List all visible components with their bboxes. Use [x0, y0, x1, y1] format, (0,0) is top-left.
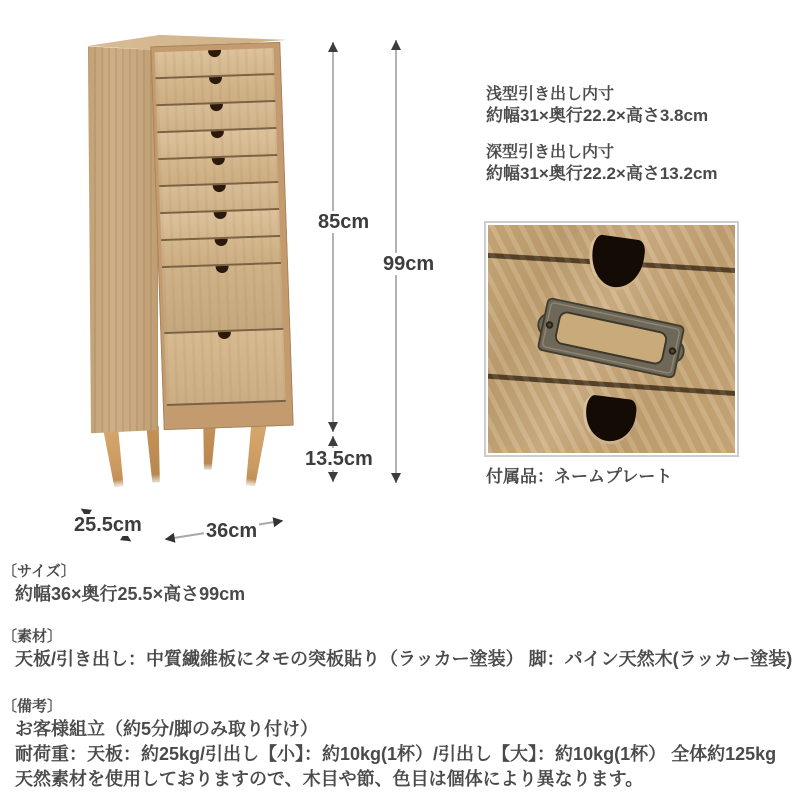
drawer-handle-cutout	[214, 239, 227, 246]
drawer-shallow	[155, 75, 275, 106]
drawer-handle-cutout	[208, 77, 221, 84]
chest-illustration	[0, 0, 420, 560]
chest-front-panel	[150, 42, 293, 430]
chest-drawer-stack	[155, 48, 287, 430]
section-notes-line: 天然素材を使用しておりますので、木目や節、色目は個体により異なります。	[15, 769, 644, 789]
leg-height-label: 13.5cm	[305, 448, 373, 470]
deep-drawer-size: 約幅31×奥行22.2×高さ13.2cm	[486, 164, 718, 183]
body-height-arrow	[332, 42, 334, 432]
nameplate-detail-photo	[484, 221, 739, 457]
chest-leg-back-right	[201, 426, 216, 471]
drawer-shallow	[159, 183, 279, 214]
drawer-handle-cutout	[585, 233, 647, 293]
drawer-handle-cutout	[212, 185, 225, 192]
section-notes	[2, 697, 776, 791]
width-label: 36cm	[206, 520, 258, 542]
section-size-line: 約幅36×奥行25.5×高さ99cm	[15, 584, 246, 604]
section-notes-line: 耐荷重：天板：約25kg/引出し【小】：約10kg(1杯）/引出し【大】：約10kg(1杯） 全体約125kg	[15, 744, 777, 764]
drawer-handle-cutout	[210, 131, 223, 138]
shallow-drawer-title: 浅型引き出し内寸	[486, 86, 615, 103]
chest-side-panel	[87, 44, 158, 434]
section-size-heading: 〔サイズ〕	[2, 563, 76, 580]
section-material-heading: 〔素材〕	[2, 628, 63, 645]
drawer-handle-cutout	[217, 332, 230, 339]
section-size	[2, 562, 245, 606]
drawer-shallow	[156, 102, 276, 133]
total-height-label: 99cm	[383, 253, 435, 275]
drawer-shallow	[160, 210, 280, 241]
deep-drawer-title: 深型引き出し内寸	[486, 144, 615, 161]
drawer-handle-cutout	[208, 50, 221, 57]
drawer-handle-cutout	[215, 266, 228, 273]
metal-nameplate	[531, 290, 691, 386]
drawer-handle-cutout	[211, 158, 224, 165]
drawer-deep	[164, 330, 285, 406]
section-notes-line: お客様組立（約5分/脚のみ取り付け）	[15, 719, 319, 739]
drawer-deep	[162, 264, 283, 334]
drawer-shallow	[158, 156, 278, 187]
drawer-handle-cutout	[209, 104, 222, 111]
drawer-shallow	[157, 129, 277, 160]
accessory-caption: 付属品：ネームプレート	[486, 467, 673, 486]
drawer-inner-size-specs	[486, 84, 718, 184]
chest-leg-front-right	[242, 423, 267, 488]
drawer-handle-cutout	[213, 212, 226, 219]
section-notes-heading: 〔備考〕	[2, 698, 63, 715]
chest-leg-front-left	[102, 423, 127, 489]
detail-photo-wood-background	[488, 225, 735, 453]
section-material-line: 天板/引き出し：中質繊維板にタモの突板貼り（ラッカー塗装） 脚：パイン天然木(ラッカー塗装)	[15, 649, 793, 669]
drawer-shallow	[161, 237, 281, 268]
shallow-drawer-size: 約幅31×奥行22.2×高さ3.8cm	[486, 106, 709, 125]
drawer-shallow	[155, 48, 275, 79]
depth-label: 25.5cm	[74, 514, 142, 536]
chest-leg-back-left	[146, 426, 162, 484]
drawer-handle-cutout	[579, 394, 637, 447]
body-height-label: 85cm	[318, 211, 370, 233]
drawer-gap-line	[488, 373, 735, 398]
section-material	[2, 627, 792, 671]
